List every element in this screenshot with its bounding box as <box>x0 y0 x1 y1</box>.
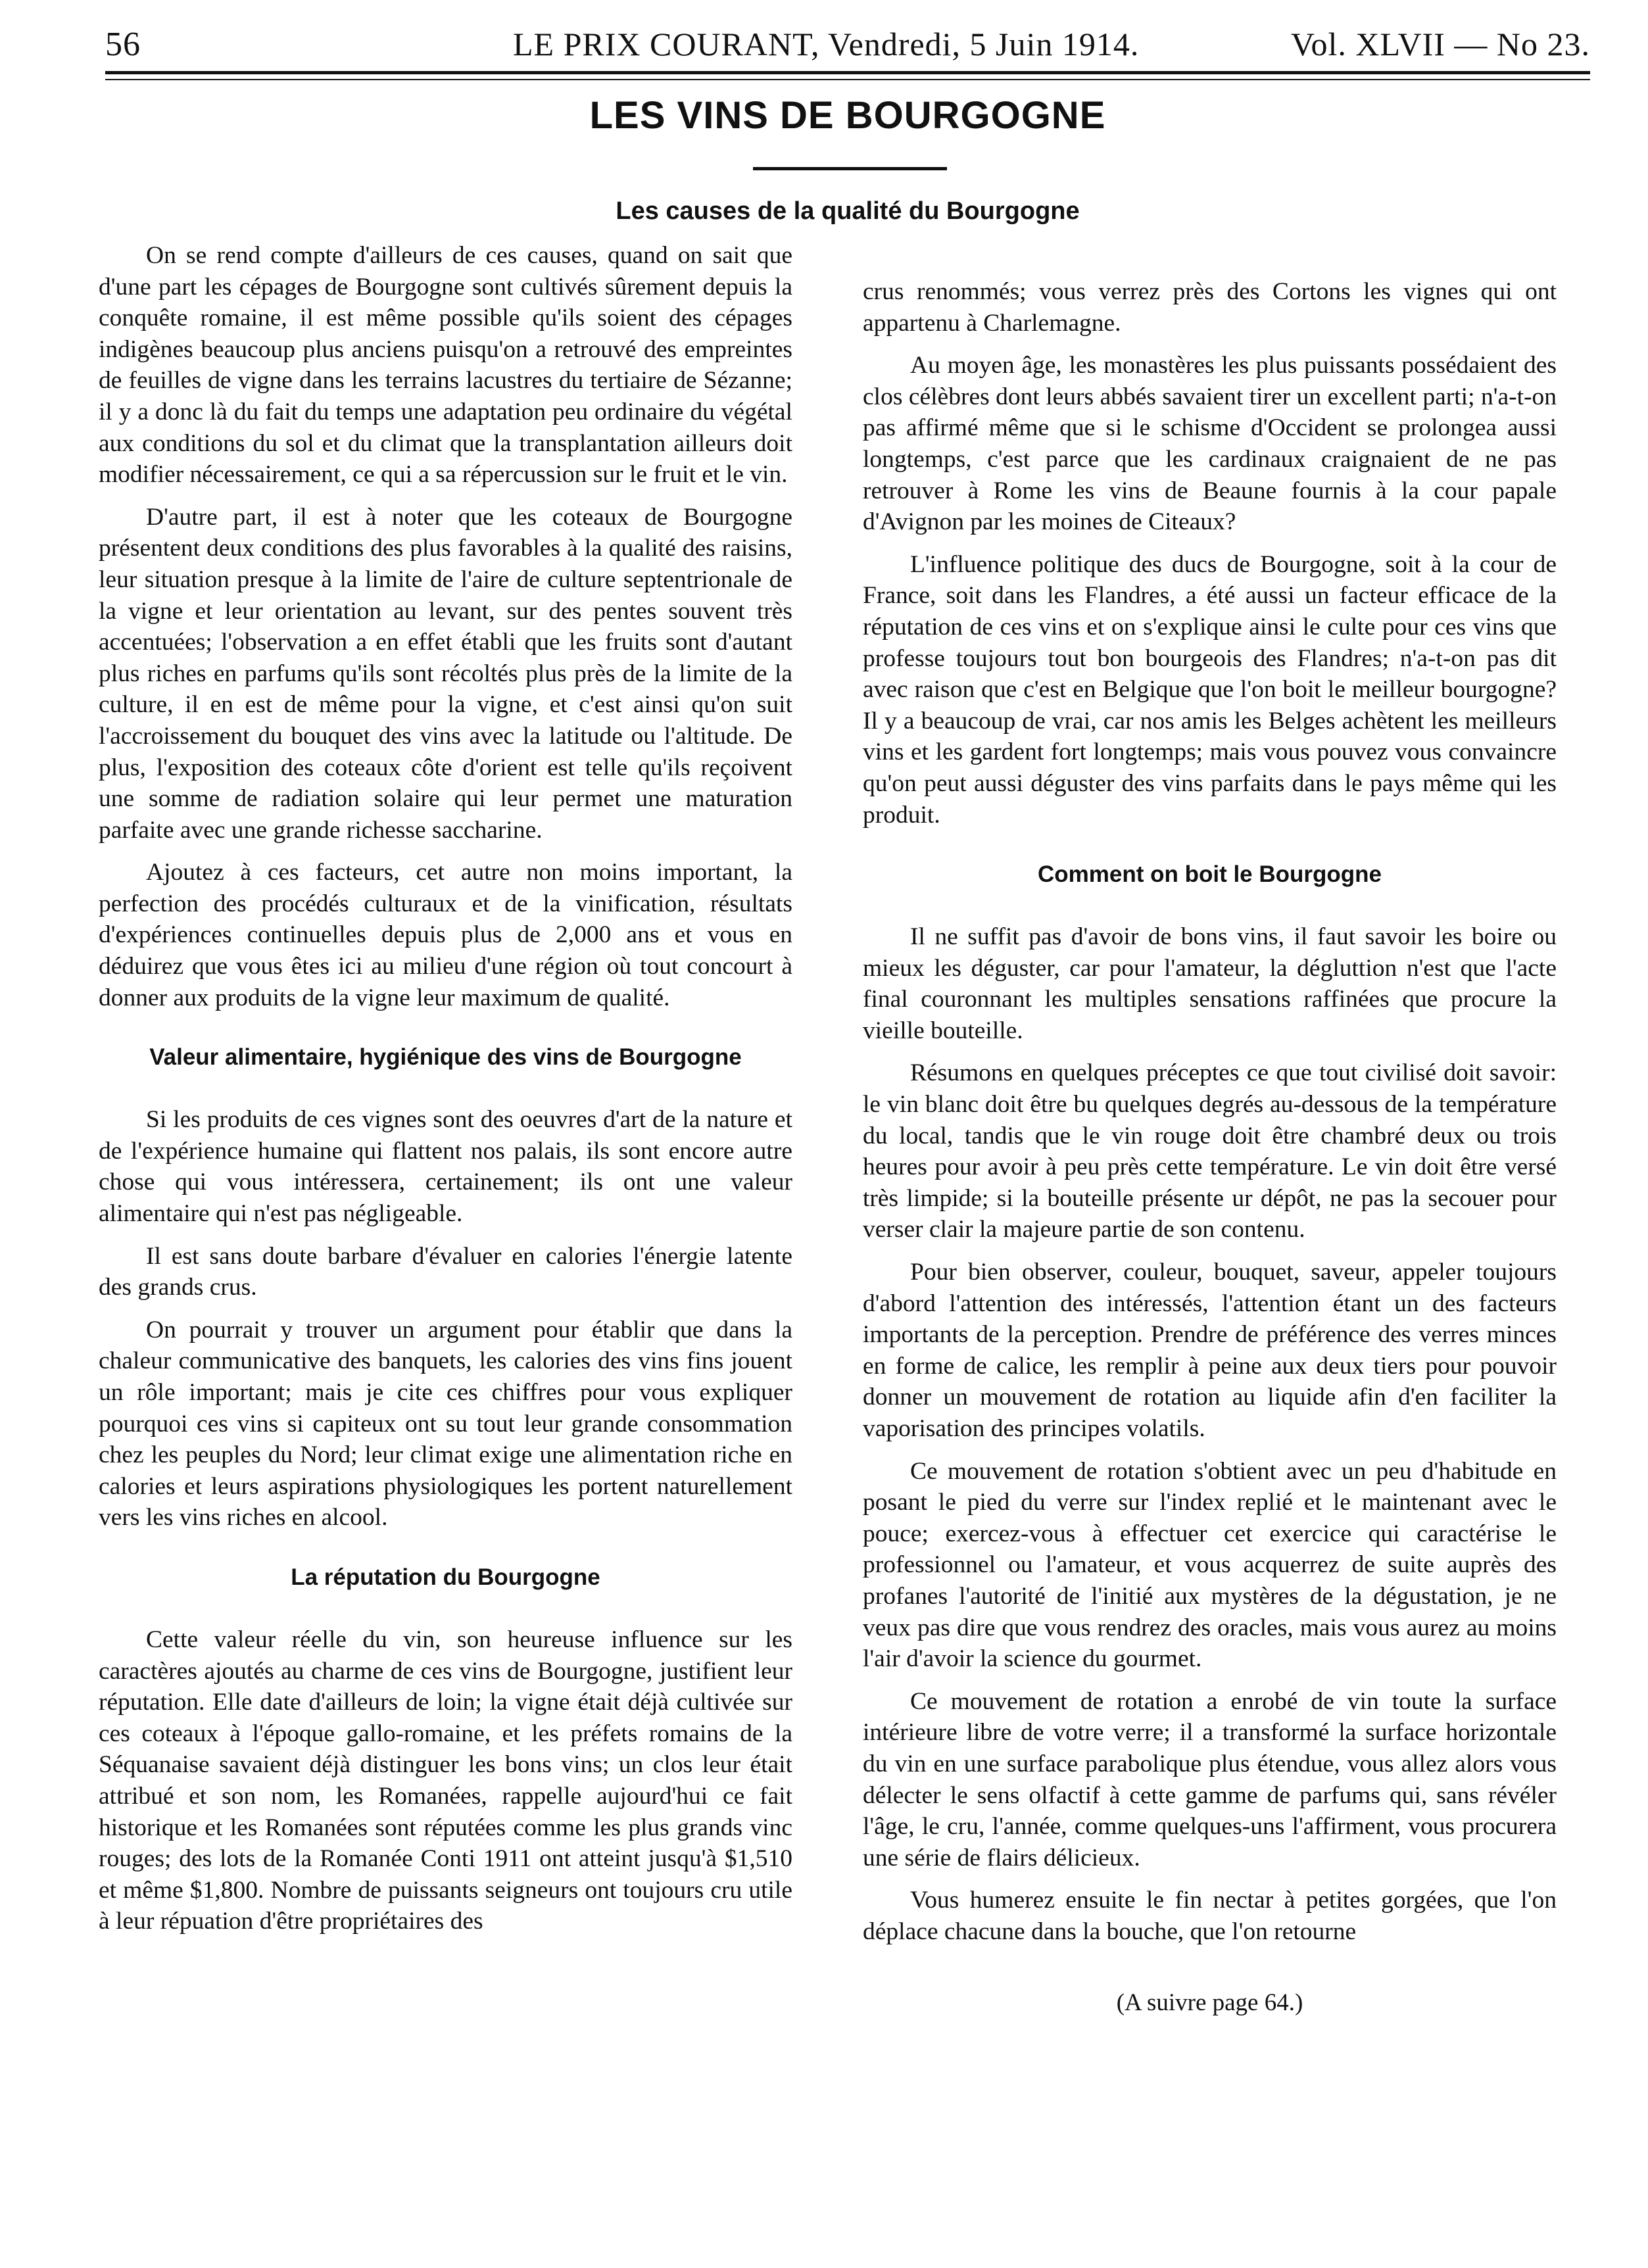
paragraph-valeur-1: Si les produits de ces vignes sont des oeuvres d'art de la nature et de l'expérience humaine qui flattent nos palais, ils sont encore autre chose qui vous intéressera, certainement; ils ont une valeur alimentaire qui n'est pas négligeable. <box>99 1106 792 1228</box>
paragraph-reputation-2: Au moyen âge, les monastères les plus puissants possédaient des clos célèbres dont leurs abbés savaient tirer un excellent parti; n'a-t-on pas affirmé même que si le schisme d'Occident se prolongea aussi longtemps, c'est parce que les cardinaux craignaient de ne pas retrouver à Rome les vins de Beaune fournis à la cour papale d'Avignon par les moines de Citeaux? <box>863 352 1557 536</box>
column-right <box>863 276 1557 2018</box>
paragraph-valeur-2: Il est sans doute barbare d'évaluer en calories l'énergie latente des grands crus. <box>99 1242 792 1301</box>
paragraph-valeur-3: On pourrait y trouver un argument pour établir que dans la chaleur communicative des banquets, les calories des vins fins jouent un rôle important; mais je cite ces chiffres pour vous expliquer pourquoi ces vins si capiteux ont su tout leur grande consommation chez les peuples du Nord; leur climat exige une alimentation riche en calories et leurs aspirations physiologiques les portent naturellement vers les vins riches en alcool. <box>99 1316 792 1532</box>
heading-causes: Les causes de la qualité du Bourgogne <box>616 197 1080 225</box>
paragraph-comment-2: Résumons en quelques préceptes ce que tout civilisé doit savoir: le vin blanc doit être bu quelques degrés au-dessous de la température du local, tandis que le vin rouge doit être chambré deux ou trois heures pour avoir à peu près cette température. Le vin doit être versé très limpide; si la bouteille présente ur dépôt, ne pas la secouer pour verser clair la majeure partie de son contenu. <box>863 1059 1557 1243</box>
newspaper-title: LE PRIX COURANT, Vendredi, 5 Juin 1914. <box>513 26 1140 62</box>
paragraph-causes-1: On se rend compte d'ailleurs de ces causes, quand on sait que d'une part les cépages de Bourgogne sont cultivés sûrement depuis la conquête romaine, il est même possible qu'ils soient des cépages indigènes beaucoup plus anciens puisqu'on a retrouvé des empreintes de feuilles de vigne dans les terrains lacustres du tertiaire de Sézanne; il y a donc là du fait du temps une adaptation peu ordinaire du végétal aux conditions du sol et du climat que la transplantation ailleurs doit modifier nécessairement, ce qui a sa répercussion sur le fruit et le vin. <box>99 242 792 489</box>
paragraph-reputation-1-continued: crus renommés; vous verrez près des Cortons les vignes qui ont appartenu à Charlemagne. <box>863 278 1557 337</box>
heading-comment: Comment on boit le Bourgogne <box>1037 861 1382 888</box>
paragraph-reputation-1: Cette valeur réelle du vin, son heureuse influence sur les caractères ajoutés au charme de ces vins de Bourgogne, justifient leur réputation. Elle date d'ailleurs de loin; la vigne était déjà cultivée sur ces coteaux à l'époque gallo-romaine, et les préfets romains de la Séquanaise savaient déjà distinguer les bons vins; un clos leur était attribué et son nom, les Romanées, rappelle aujourd'hui ce fait historique et les Romanées sont réputées comme les plus grands vinc rouges; des lots de la Romanée Conti 1911 ont atteint jusqu'à $1,510 et même $1,800. Nombre de puissants seigneurs ont toujours cru utile à leur répuation d'être propriétaires des <box>99 1626 792 1935</box>
paragraph-comment-4: Ce mouvement de rotation s'obtient avec un peu d'habitude en posant le pied du verre sur l'index replié et le maintenant avec le pouce; exercez-vous à effectuer cet exercice qui caractérise le professionnel ou l'amateur, et vous acquerrez de suite auprès des profanes l'autorité de l'initié aux mystères de la dégustation, je ne veux pas dire que vous rendrez des oracles, mais vous aurez au moins l'air d'avoir la science du gourmet. <box>863 1457 1557 1673</box>
column-left <box>99 240 792 1948</box>
running-header <box>105 20 1590 66</box>
paragraph-comment-3: Pour bien observer, couleur, bouquet, saveur, appeler toujours d'abord l'attention des intéressés, l'attention étant un des facteurs importants de la perception. Prendre de préférence des verres minces en forme de calice, les remplir à peine aux deux tiers pour pouvoir donner un mouvement de rotation au liquide afin d'en faciliter la vaporisation des principes volatils. <box>863 1259 1557 1442</box>
header-rule-thin <box>105 79 1590 80</box>
paragraph-causes-2: D'autre part, il est à noter que les coteaux de Bourgogne présentent deux conditions des plus favorables à la qualité des raisins, leur situation presque à la limite de l'aire de culture septentrionale de la vigne et leur orientation au levant, sur des pentes souvent très accentuées; l'observation a en effet établi que les fruits sont d'autant plus riches en parfums qu'ils sont récoltés plus près de la limite de la culture, il en est de même pour la vigne, et c'est ainsi qu'on suit l'accroissement du bouquet des vins avec la latitude ou l'altitude. De plus, l'exposition des coteaux côte d'orient est telle qu'ils reçoivent une somme de radiation solaire qui leur permet une maturation parfaite avec une grande richesse saccharine. <box>99 503 792 844</box>
page-number: 56 <box>105 26 141 63</box>
header-rule-thick <box>105 71 1590 74</box>
paragraph-comment-1: Il ne suffit pas d'avoir de bons vins, il faut savoir les boire ou mieux les déguster, car pour l'amateur, la dégluttion n'est que l'acte final couronnant les multiples sensations raffinées que procure la vieille bouteille. <box>863 923 1557 1044</box>
volume-number: Vol. XLVII — No 23. <box>1290 26 1590 62</box>
paragraph-reputation-3: L'influence politique des ducs de Bourgogne, soit à la cour de France, soit dans les Flandres, a été aussi un facteur efficace de la réputation de ces vins et on s'explique ainsi le culte pour ces vins que professe toujours tout bon bourgeois des Flandres; n'a-t-on pas dit avec raison que c'est en Belgique que l'on boit le meilleur bourgogne? Il y a beaucoup de vrai, car nos amis les Belges achètent les meilleurs vins et les gardent fort longtemps; mais vous pouvez vous convaincre qu'on peut aussi déguster des vins parfaits dans le pays même qui les produit. <box>863 550 1557 829</box>
paragraph-comment-6: Vous humerez ensuite le fin nectar à petites gorgées, que l'on déplace chacune dans la bouche, que l'on retourne <box>863 1887 1557 1945</box>
title-divider <box>753 167 947 170</box>
heading-valeur: Valeur alimentaire, hygiénique des vins de Bourgogne <box>149 1044 742 1071</box>
continued-note: (A suivre page 64.) <box>1116 1989 1303 2016</box>
paragraph-comment-5: Ce mouvement de rotation a enrobé de vin toute la surface intérieure libre de votre verre; il a transformé la surface horizontale du vin en une surface parabolique plus étendue, vous allez alors vous délecter le sens olfactif à cette gamme de parfums qui, sans révéler l'âge, le cru, l'année, comme quelques-uns l'affirment, vous procurera une série de flairs délicieux. <box>863 1687 1557 1871</box>
paragraph-causes-3: Ajoutez à ces facteurs, cet autre non moins important, la perfection des procédés culturaux et de la vinification, résultats d'expériences continuelles depuis plus de 2,000 ans et vous en déduirez que vous êtes ici au milieu d'une région où tout concourt à donner aux produits de la vigne leur maximum de qualité. <box>99 859 792 1011</box>
heading-reputation: La réputation du Bourgogne <box>291 1564 600 1590</box>
article-title: LES VINS DE BOURGOGNE <box>589 94 1106 137</box>
